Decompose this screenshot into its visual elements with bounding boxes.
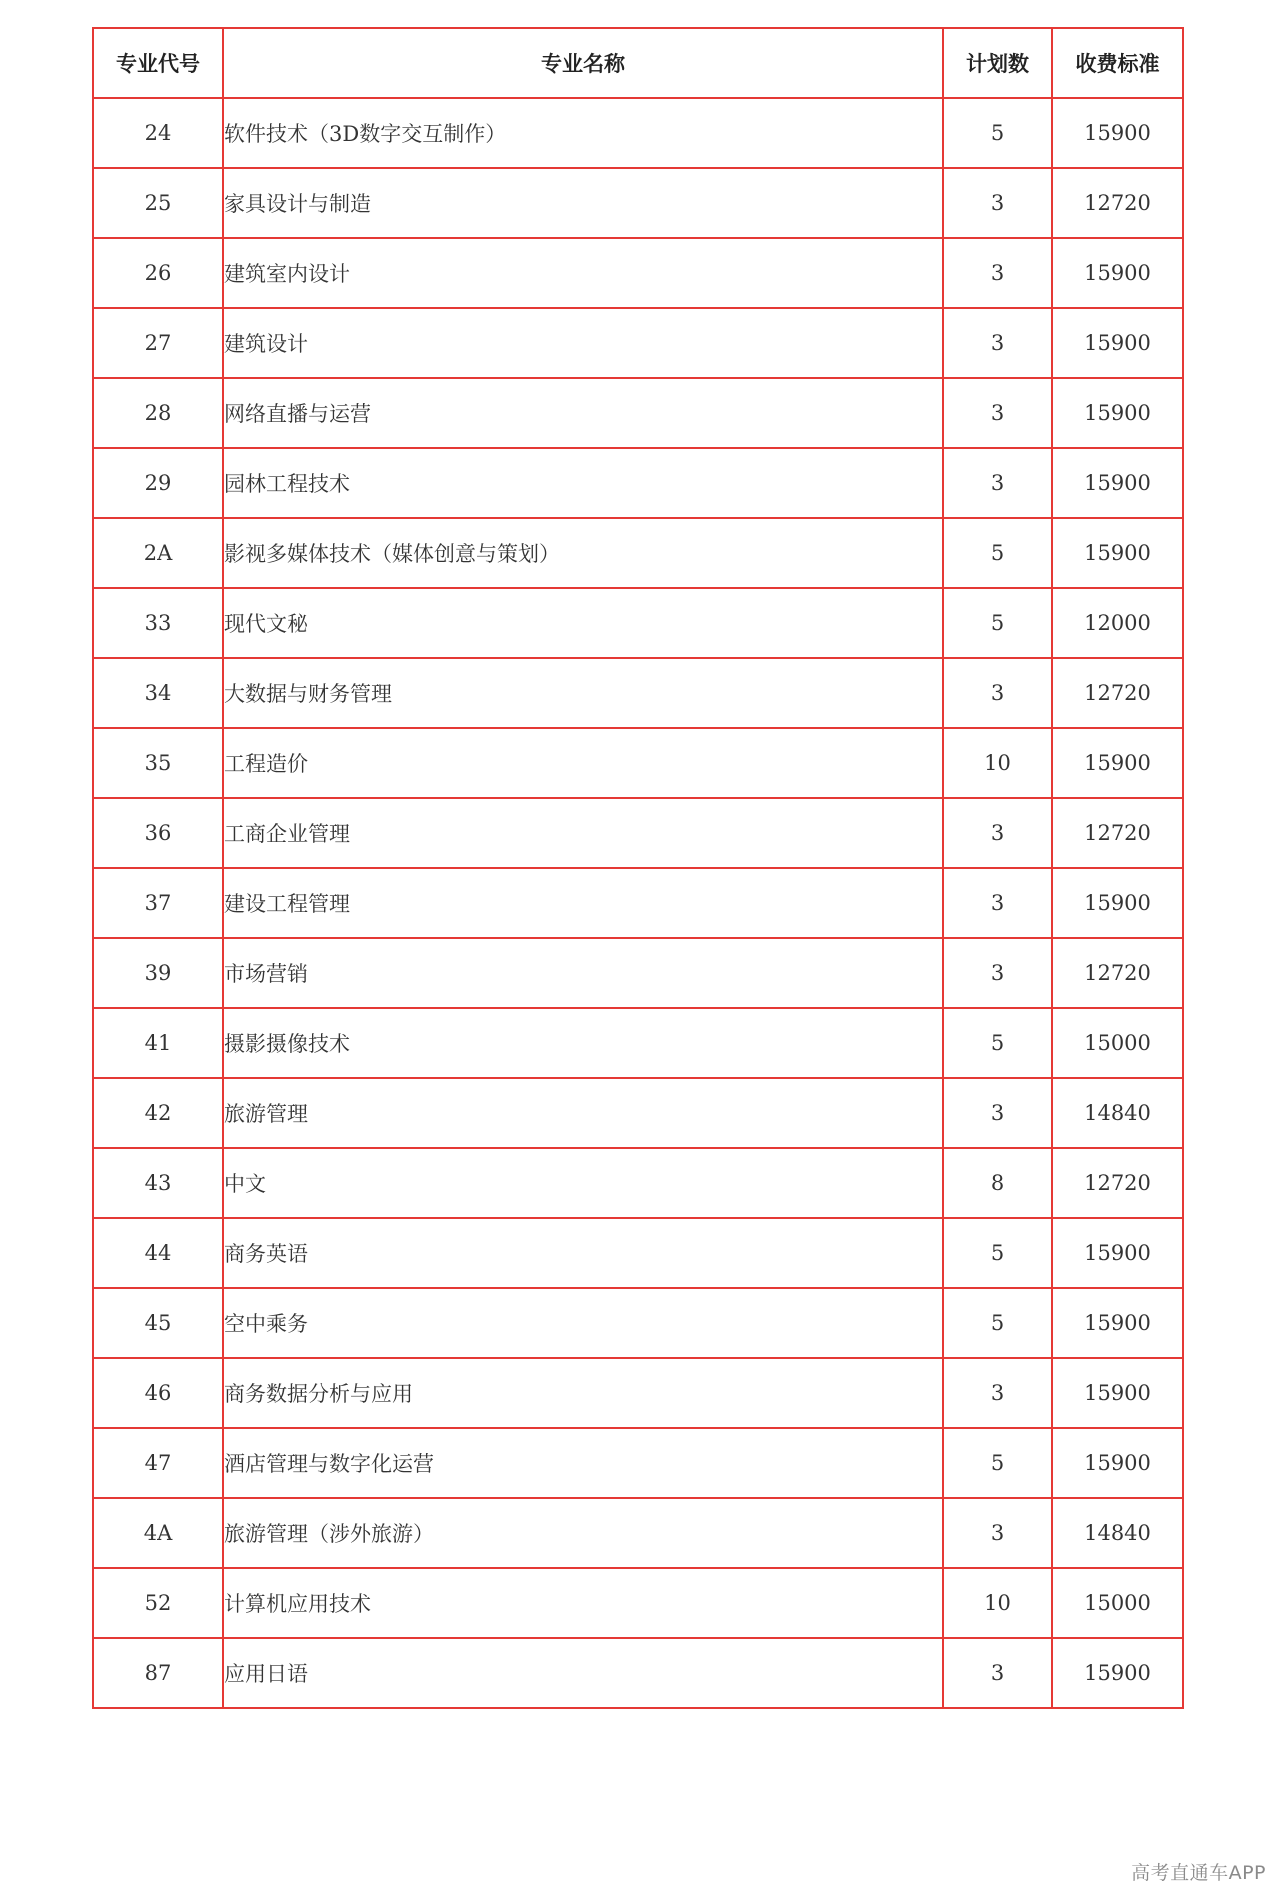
header-row	[93, 28, 1183, 98]
cell-code: 34	[93, 658, 223, 728]
table-row	[93, 1288, 1183, 1358]
cell-fee: 12720	[1052, 168, 1183, 238]
cell-plan: 5	[943, 1218, 1052, 1288]
cell-fee: 15900	[1052, 1288, 1183, 1358]
cell-name: 家具设计与制造	[223, 168, 943, 238]
table-header	[93, 28, 1183, 98]
cell-name: 旅游管理	[223, 1078, 943, 1148]
cell-plan: 10	[943, 728, 1052, 798]
cell-code: 87	[93, 1638, 223, 1708]
cell-name: 中文	[223, 1148, 943, 1218]
cell-code: 2A	[93, 518, 223, 588]
cell-fee: 15900	[1052, 1218, 1183, 1288]
table-row	[93, 98, 1183, 168]
header-code: 专业代号	[93, 28, 223, 98]
cell-plan: 3	[943, 938, 1052, 1008]
cell-code: 39	[93, 938, 223, 1008]
table-row	[93, 308, 1183, 378]
cell-name: 商务数据分析与应用	[223, 1358, 943, 1428]
table-row	[93, 1148, 1183, 1218]
cell-plan: 10	[943, 1568, 1052, 1638]
cell-plan: 3	[943, 448, 1052, 518]
cell-code: 44	[93, 1218, 223, 1288]
cell-name: 工程造价	[223, 728, 943, 798]
cell-fee: 15900	[1052, 728, 1183, 798]
cell-code: 29	[93, 448, 223, 518]
cell-plan: 5	[943, 1008, 1052, 1078]
cell-code: 52	[93, 1568, 223, 1638]
cell-fee: 15900	[1052, 448, 1183, 518]
table-row	[93, 378, 1183, 448]
cell-name: 软件技术（3D数字交互制作）	[223, 98, 943, 168]
table-row	[93, 1638, 1183, 1708]
cell-name: 建筑室内设计	[223, 238, 943, 308]
cell-fee: 15900	[1052, 378, 1183, 448]
table-body	[93, 98, 1183, 1708]
cell-name: 旅游管理（涉外旅游）	[223, 1498, 943, 1568]
table-row	[93, 1078, 1183, 1148]
cell-name: 摄影摄像技术	[223, 1008, 943, 1078]
header-fee: 收费标准	[1052, 28, 1183, 98]
cell-fee: 15900	[1052, 98, 1183, 168]
cell-plan: 3	[943, 1358, 1052, 1428]
cell-fee: 14840	[1052, 1078, 1183, 1148]
cell-name: 工商企业管理	[223, 798, 943, 868]
table-row	[93, 168, 1183, 238]
cell-code: 41	[93, 1008, 223, 1078]
cell-fee: 12720	[1052, 658, 1183, 728]
cell-name: 市场营销	[223, 938, 943, 1008]
cell-plan: 3	[943, 378, 1052, 448]
cell-plan: 3	[943, 798, 1052, 868]
cell-fee: 14840	[1052, 1498, 1183, 1568]
cell-name: 建筑设计	[223, 308, 943, 378]
cell-name: 大数据与财务管理	[223, 658, 943, 728]
cell-code: 36	[93, 798, 223, 868]
cell-fee: 15900	[1052, 1428, 1183, 1498]
watermark-logo-text: 高考直通车APP	[1131, 1862, 1266, 1884]
cell-name: 网络直播与运营	[223, 378, 943, 448]
cell-name: 计算机应用技术	[223, 1568, 943, 1638]
cell-code: 28	[93, 378, 223, 448]
cell-fee: 15900	[1052, 308, 1183, 378]
table-row	[93, 868, 1183, 938]
cell-code: 27	[93, 308, 223, 378]
cell-plan: 5	[943, 1428, 1052, 1498]
cell-plan: 8	[943, 1148, 1052, 1218]
table-row	[93, 238, 1183, 308]
cell-plan: 3	[943, 238, 1052, 308]
cell-plan: 3	[943, 658, 1052, 728]
cell-fee: 12720	[1052, 798, 1183, 868]
cell-name: 应用日语	[223, 1638, 943, 1708]
header-name: 专业名称	[223, 28, 943, 98]
table-row	[93, 518, 1183, 588]
cell-fee: 12720	[1052, 1148, 1183, 1218]
cell-code: 42	[93, 1078, 223, 1148]
table-row	[93, 448, 1183, 518]
cell-plan: 5	[943, 1288, 1052, 1358]
cell-code: 43	[93, 1148, 223, 1218]
table-row	[93, 1568, 1183, 1638]
cell-name: 影视多媒体技术（媒体创意与策划）	[223, 518, 943, 588]
cell-plan: 3	[943, 308, 1052, 378]
cell-code: 47	[93, 1428, 223, 1498]
cell-plan: 3	[943, 1498, 1052, 1568]
table-row	[93, 938, 1183, 1008]
cell-fee: 15900	[1052, 1638, 1183, 1708]
cell-name: 商务英语	[223, 1218, 943, 1288]
cell-plan: 3	[943, 168, 1052, 238]
table-row	[93, 1428, 1183, 1498]
header-plan: 计划数	[943, 28, 1052, 98]
cell-code: 25	[93, 168, 223, 238]
table-row	[93, 1218, 1183, 1288]
cell-name: 空中乘务	[223, 1288, 943, 1358]
cell-fee: 12000	[1052, 588, 1183, 658]
cell-code: 35	[93, 728, 223, 798]
table-row	[93, 1008, 1183, 1078]
cell-plan: 3	[943, 1638, 1052, 1708]
cell-fee: 15900	[1052, 868, 1183, 938]
cell-code: 26	[93, 238, 223, 308]
cell-plan: 3	[943, 1078, 1052, 1148]
cell-fee: 12720	[1052, 938, 1183, 1008]
cell-name: 园林工程技术	[223, 448, 943, 518]
cell-code: 4A	[93, 1498, 223, 1568]
cell-plan: 5	[943, 518, 1052, 588]
table-row	[93, 658, 1183, 728]
cell-plan: 3	[943, 868, 1052, 938]
table-row	[93, 588, 1183, 658]
cell-fee: 15000	[1052, 1008, 1183, 1078]
cell-fee: 15900	[1052, 1358, 1183, 1428]
cell-name: 现代文秘	[223, 588, 943, 658]
table-row	[93, 798, 1183, 868]
table-row	[93, 1498, 1183, 1568]
cell-code: 24	[93, 98, 223, 168]
cell-fee: 15900	[1052, 238, 1183, 308]
cell-plan: 5	[943, 588, 1052, 658]
cell-name: 建设工程管理	[223, 868, 943, 938]
table-row	[93, 1358, 1183, 1428]
cell-fee: 15900	[1052, 518, 1183, 588]
table-row	[93, 728, 1183, 798]
cell-code: 33	[93, 588, 223, 658]
cell-plan: 5	[943, 98, 1052, 168]
cell-name: 酒店管理与数字化运营	[223, 1428, 943, 1498]
cell-code: 46	[93, 1358, 223, 1428]
cell-code: 45	[93, 1288, 223, 1358]
majors-table	[92, 27, 1184, 1709]
cell-code: 37	[93, 868, 223, 938]
cell-fee: 15000	[1052, 1568, 1183, 1638]
